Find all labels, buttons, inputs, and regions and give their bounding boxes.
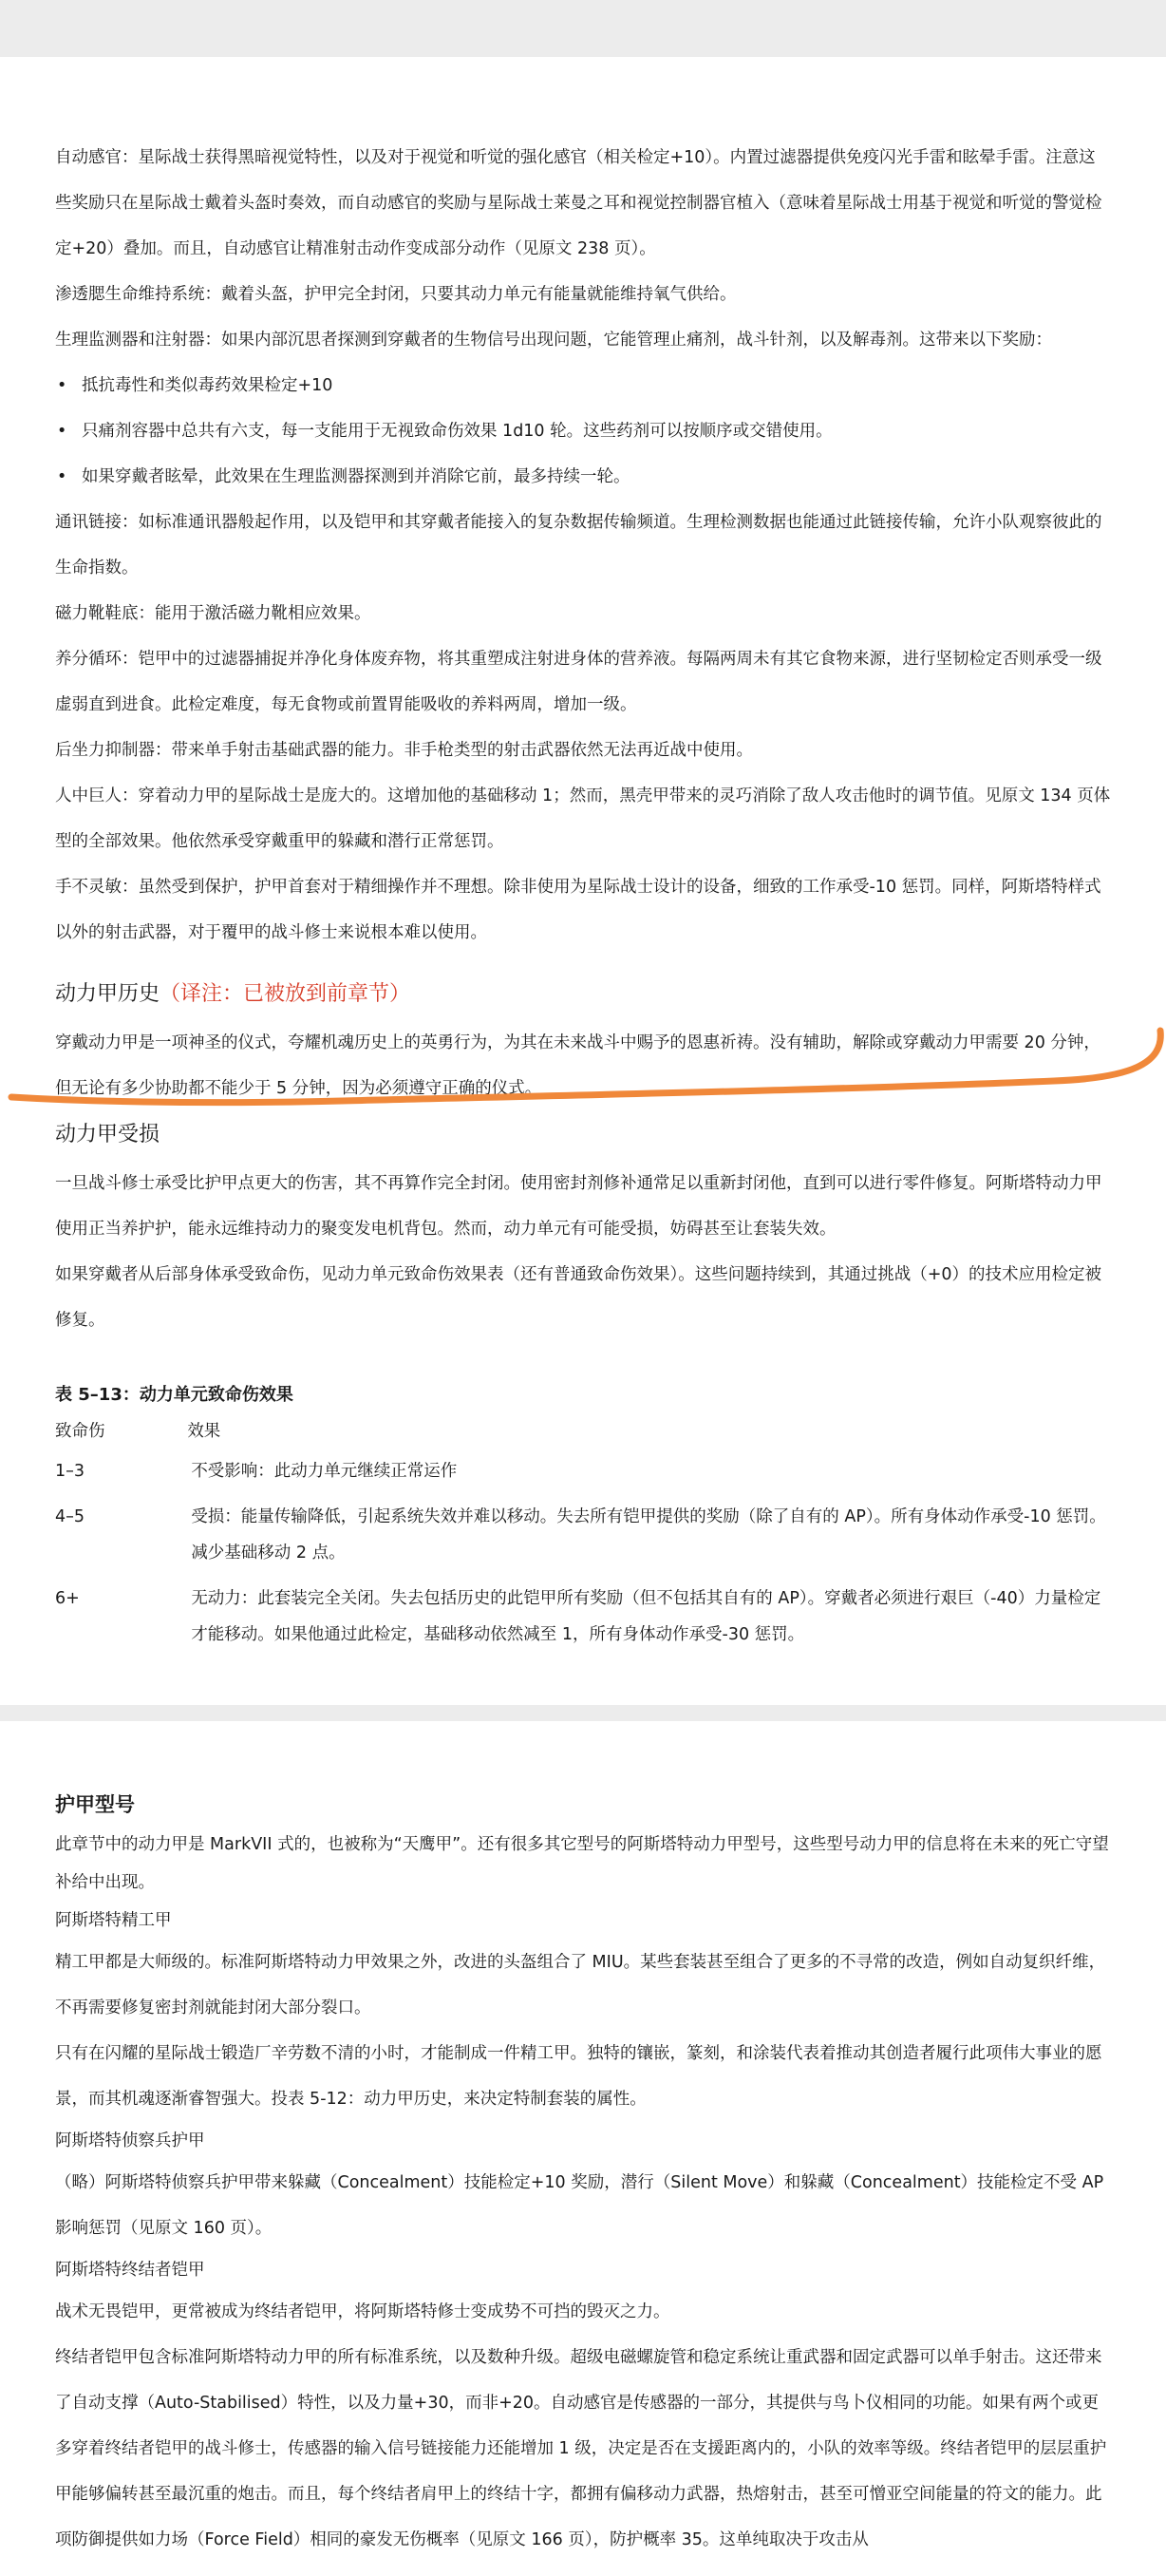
intro-paragraph: 此章节中的动力甲是 MarkVII 式的，也被称为“天鹰甲”。还有很多其它型号的阿斯塔特动力甲型号，这些型号动力甲的信息将在未来的死亡守望补给中出现。 [55,1835,1109,1892]
clumsy-paragraph: 手不灵敏：虽然受到保护，护甲首套对于精细操作并不理想。除非使用为星际战士设计的设备，细致的工作承受-10 惩罚。同样，阿斯塔特样式以外的射击武器，对于覆甲的战斗修士来说根本难以使用。 [55,878,1101,942]
scout-paragraph: （略）阿斯塔特侦察兵护甲带来躲藏（Concealment）技能检定+10 奖励，潜行（Silent Move）和躲藏（Concealment）技能检定不受 AP 影响惩罚（见原文 160 页）。 [55,2173,1104,2238]
terminator-heading: 阿斯塔特终结者铠甲 [55,2261,205,2280]
table-header-row [55,1413,1111,1449]
damage-heading: 动力甲受损 [55,1123,160,1146]
bullet-item: • 抵抗毒性和类似毒药效果检定+10 [55,363,1111,408]
life-support-paragraph: 渗透腮生命维持系统：戴着头盔，护甲完全封闭，只要其动力单元有能量就能维持氧气供给。 [55,285,737,304]
damage-paragraph-2: 如果穿戴者从后部身体承受致命伤，见动力单元致命伤效果表（还有普通致命伤效果）。这些问题持续到，其通过挑战（+0）的技术应用检定被修复。 [55,1265,1102,1330]
document-page-1 [0,57,1166,1705]
table-caption: 表 5–13：动力单元致命伤效果 [55,1385,293,1405]
terminator-paragraph-2: 终结者铠甲包含标准阿斯塔特动力甲的所有标准系统，以及数种升级。超级电磁螺旋管和稳定系统让重武器和固定武器可以单手射击。这还带来了自动支撑（Auto-Stabilised）特性，以及力量+30，而非+20。自动感官是传感器的一部分，其提供与鸟卜仪相同的功能。如果有两个或更多穿着终结者铠甲的战斗修士，传感器的输入信号链接能力还能增加 1 级，决定是否在支援距离内的，小队的效率等级。终结者铠甲的层层重护甲能够偏转甚至最沉重的炮击。而且，每个终结者肩甲上的终结十字，都拥有偏移动力武器，热熔射击，甚至可憎亚空间能量的符文的能力。此项防御提供如力场（Force Field）相同的豪发无伤概率（见原文 166 页），防护概率 35。这单纯取决于攻击从 [55,2348,1107,2549]
nutrient-paragraph: 养分循环：铠甲中的过滤器捕捉并净化身体废弃物，将其重塑成注射进身体的营养液。每隔两周未有其它食物来源，进行坚韧检定否则承受一级虚弱直到进食。此检定难度，每无食物或前置胃能吸收的养料两周，增加一级。 [55,650,1102,714]
table-cell-value: 无动力：此套装完全关闭。失去包括历史的此铠甲所有奖励（但不包括其自有的 AP）。穿戴者必须进行艰巨（-40）力量检定才能移动。如果他通过此检定，基础移动依然减至 1，所有身体动作承受-30 惩罚。 [191,1589,1101,1644]
table-row [55,1577,1111,1658]
table-cell-key: 1–3 [55,1462,85,1481]
artificer-paragraph-2: 只有在闪耀的星际战士锻造厂辛劳数不清的小时，才能制成一件精工甲。独特的镶嵌，篆刻，和涂装代表着推动其创造者履行此项伟大事业的愿景，而其机魂逐渐睿智强大。投表 5-12：动力甲历史，来决定特制套装的属性。 [55,2044,1102,2109]
history-heading-text: 动力甲历史 [55,982,160,1006]
bio-monitor-paragraph: 生理监测器和注射器：如果内部沉思者探测到穿戴者的生物信号出现问题，它能管理止痛剂，战斗针剂，以及解毒剂。这带来以下奖励： [55,331,1052,350]
recoil-paragraph: 后坐力抑制器：带来单手射击基础武器的能力。非手枪类型的射击武器依然无法再近战中使用。 [55,741,753,760]
table-row [55,1495,1111,1577]
history-heading [55,956,1111,1020]
artificer-heading: 阿斯塔特精工甲 [55,1911,172,1930]
document-page-2 [0,1721,1166,2576]
scout-heading: 阿斯塔特侦察兵护甲 [55,2131,205,2150]
critical-effects-table [55,1413,1111,1658]
vox-link-paragraph: 通讯链接：如标准通讯器般起作用，以及铠甲和其穿戴者能接入的复杂数据传输频道。生理检测数据也能通过此链接传输，允许小队观察彼此的生命指数。 [55,513,1102,578]
artificer-paragraph-1: 精工甲都是大师级的。标准阿斯塔特动力甲效果之外，改进的头盔组合了 MIU。某些套装甚至组合了更多的不寻常的改造，例如自动复织纤维，不再需要修复密封剂就能封闭大部分裂口。 [55,1953,1106,2017]
translator-note: （译注：已被放到前章节） [160,982,411,1006]
terminator-paragraph-1: 战术无畏铠甲，更常被成为终结者铠甲，将阿斯塔特修士变成势不可挡的毁灭之力。 [55,2302,670,2321]
table-cell-key: 4–5 [55,1507,85,1526]
damage-paragraph-1: 一旦战斗修士承受比护甲点更大的伤害，其不再算作完全封闭。使用密封剂修补通常足以重新封闭他，直到可以进行零件修复。阿斯塔特动力甲使用正当养护护，能永远维持动力的聚变发电机背包。然而，动力单元有可能受损，妨碍甚至让套装失效。 [55,1174,1102,1239]
giant-paragraph: 人中巨人：穿着动力甲的星际战士是庞大的。这增加他的基础移动 1；然而，黑壳甲带来的灵巧消除了敌人攻击他时的调节值。见原文 134 页体型的全部效果。他依然承受穿戴重甲的躲藏和潜行正常惩罚。 [55,786,1111,851]
table-header-cell: 致命伤 [55,1422,105,1441]
table-cell-key: 6+ [55,1589,80,1608]
history-paragraph: 穿戴动力甲是一项神圣的仪式，夸耀机魂历史上的英勇行为，为其在未来战斗中赐予的恩惠祈祷。没有辅助，解除或穿戴动力甲需要 20 分钟，但无论有多少协助都不能少于 5 分钟，因为必须遵守正确的仪式。 [55,1033,1100,1098]
table-row [55,1449,1111,1495]
armour-types-title: 护甲型号 [55,1793,135,1816]
mag-boots-paragraph: 磁力靴鞋底：能用于激活磁力靴相应效果。 [55,604,371,623]
table-header-cell: 效果 [187,1422,221,1441]
auto-senses-paragraph: 自动感官：星际战士获得黑暗视觉特性，以及对于视觉和听觉的强化感官（相关检定+10）。内置过滤器提供免疫闪光手雷和眩晕手雷。注意这些奖励只在星际战士戴着头盔时奏效，而自动感官的奖励与星际战士莱曼之耳和视觉控制器官植入（意味着星际战士用基于视觉和听觉的警觉检定+20）叠加。而且，自动感官让精准射击动作变成部分动作（见原文 238 页）。 [55,148,1102,258]
bullet-item: • 如果穿戴者眩晕，此效果在生理监测器探测到并消除它前，最多持续一轮。 [55,454,1111,500]
table-cell-value: 不受影响：此动力单元继续正常运作 [191,1462,458,1481]
bullet-item: • 只痛剂容器中总共有六支，每一支能用于无视致命伤效果 1d10 轮。这些药剂可以按顺序或交错使用。 [55,408,1111,454]
table-cell-value: 受损：能量传输降低，引起系统失效并难以移动。失去所有铠甲提供的奖励（除了自有的 AP）。所有身体动作承受-10 惩罚。减少基础移动 2 点。 [191,1507,1106,1563]
